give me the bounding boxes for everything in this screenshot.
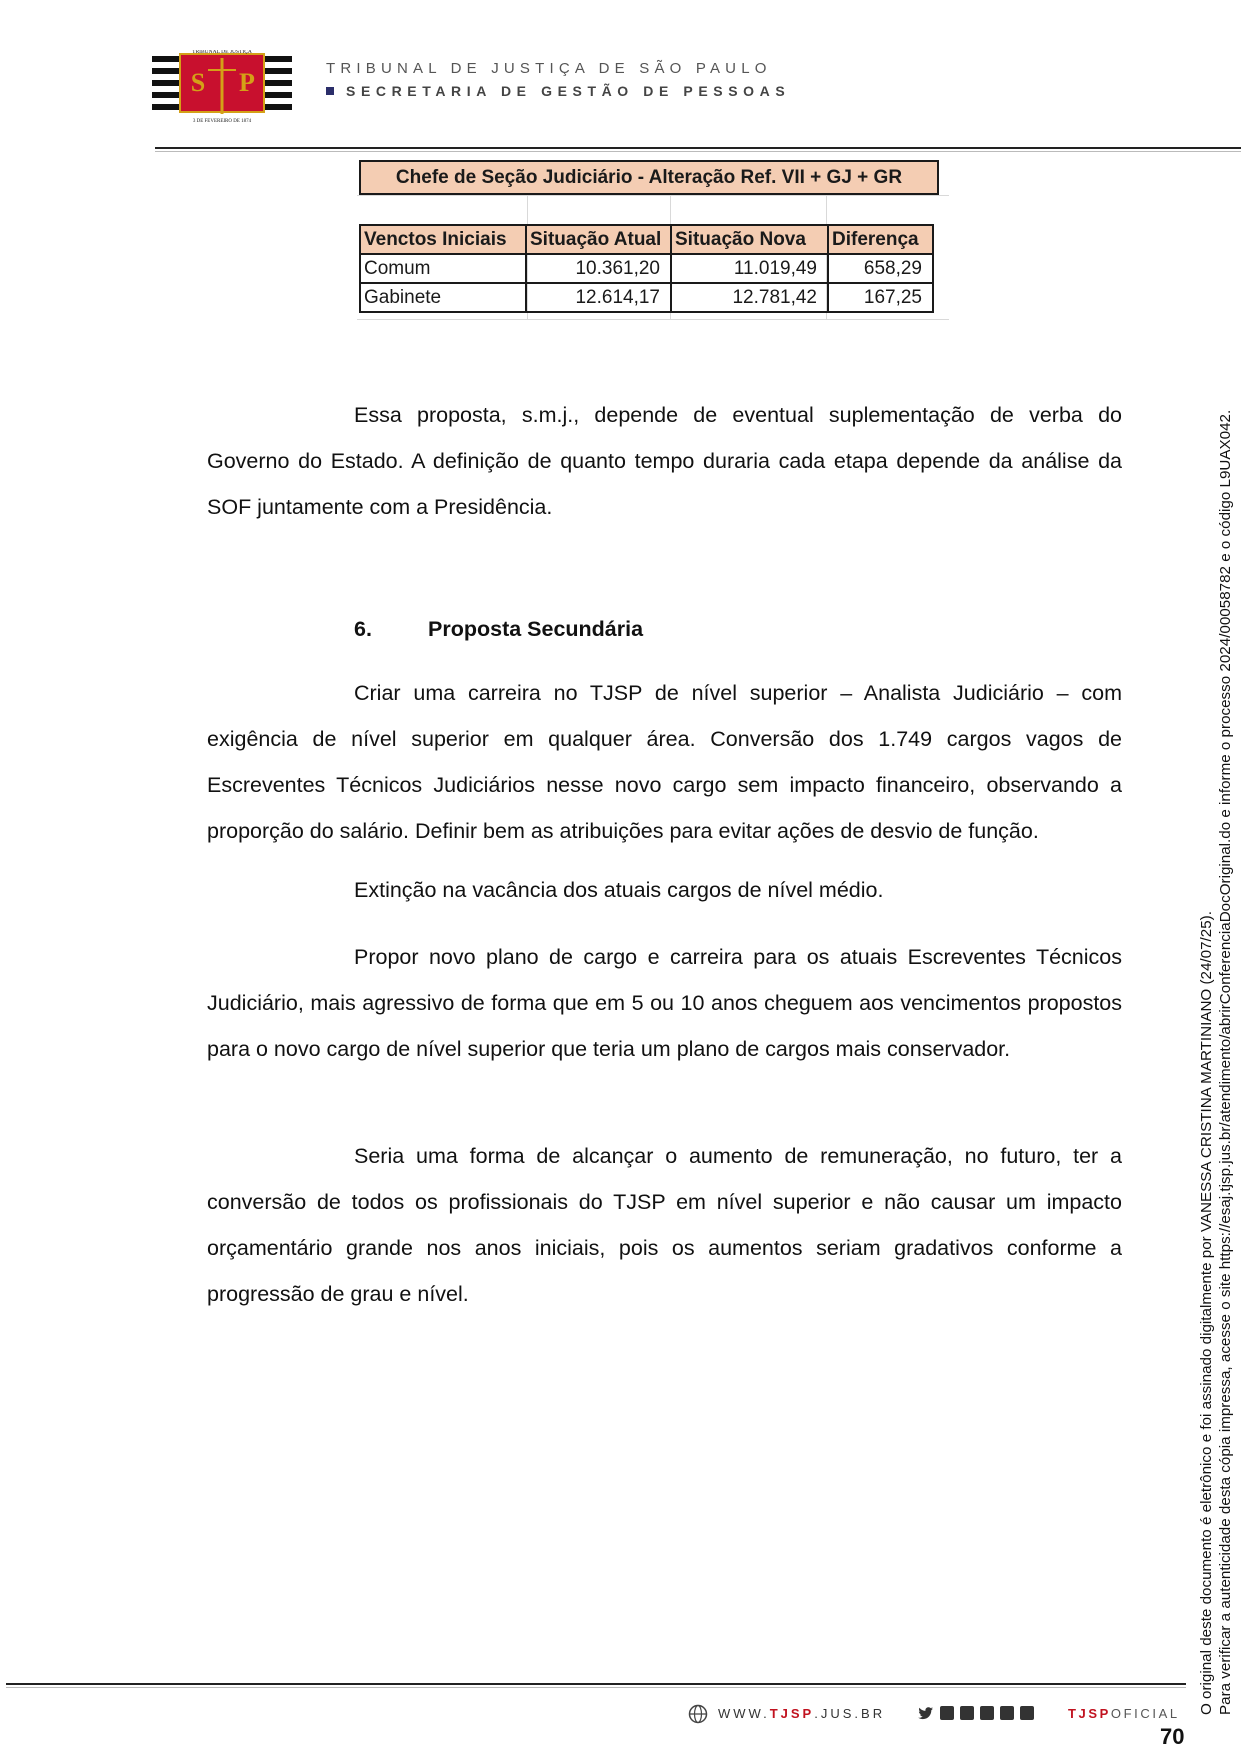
table-row	[360, 283, 933, 312]
instagram-icon[interactable]	[1020, 1706, 1034, 1720]
header-rule	[155, 147, 1241, 149]
podcast-icon[interactable]	[1000, 1706, 1014, 1720]
footer-brand	[1068, 1706, 1180, 1721]
authenticity-line-2: Para verificar a autenticidade desta cópia impressa, acesse o site https://esaj.tjsp.jus.br/atendimento/abrirConferenciaDocOriginal.do e informe o processo 2024/00058782 e o código L9UAX042.	[1217, 409, 1234, 1715]
logo-letter-p: P	[239, 68, 255, 97]
authenticity-line-1: O original deste documento é eletrônico e foi assinado digitalmente por VANESSA CRISTINA MARTINIANO (24/07/25).	[1198, 911, 1215, 1715]
table-cell: 10.361,20	[526, 254, 671, 283]
table-cell: 12.781,42	[671, 283, 828, 312]
bullet-icon	[326, 87, 334, 95]
header-title: TRIBUNAL DE JUSTIÇA DE SÃO PAULO	[326, 60, 772, 77]
table-cell: 11.019,49	[671, 254, 828, 283]
social-icons	[918, 1706, 1034, 1720]
tjsp-logo	[152, 50, 292, 124]
col-header: Venctos Iniciais	[360, 225, 526, 254]
logo-bottom-text: 3 DE FEVEREIRO DE 1874	[192, 119, 252, 124]
col-header: Situação Atual	[526, 225, 671, 254]
footer-rule	[6, 1683, 1186, 1685]
brand-rest: OFICIAL	[1110, 1706, 1180, 1721]
footer-website[interactable]	[718, 1706, 885, 1721]
site-suffix: .JUS.BR	[814, 1706, 886, 1721]
table-cell: 658,29	[828, 254, 933, 283]
table-cell: 167,25	[828, 283, 933, 312]
paragraph-1-text: Essa proposta, s.m.j., depende de eventual suplementação de verba do Governo do Estado. A definição de quanto tempo duraria cada etapa depende da análise da SOF juntamente com a Presidência.	[207, 403, 1122, 519]
youtube-icon[interactable]	[960, 1706, 974, 1720]
paragraph-2-text: Criar uma carreira no TJSP de nível superior – Analista Judiciário – com exigência de nível superior em qualquer área. Conversão dos 1.749 cargos vagos de Escreventes Técnicos Judiciários nesse novo cargo sem impacto financeiro, observando a proporção do salário. Definir bem as atribuições para evitar ações de desvio de função.	[207, 681, 1122, 843]
twitter-icon[interactable]	[918, 1706, 934, 1720]
table-row	[360, 254, 933, 283]
grid-line	[357, 319, 949, 320]
grid-line	[357, 195, 949, 196]
logo-top-text: TRIBUNAL DE JUSTIÇA	[192, 50, 252, 55]
table-title: Chefe de Seção Judiciário - Alteração Ref. VII + GJ + GR	[359, 160, 939, 195]
salary-table	[359, 224, 934, 313]
site-prefix: WWW.	[718, 1706, 770, 1721]
table-cell: 12.614,17	[526, 283, 671, 312]
paragraph-3: Extinção na vacância dos atuais cargos de nível médio.	[354, 878, 884, 902]
flickr-icon[interactable]	[980, 1706, 994, 1720]
paragraph-5	[207, 1133, 1122, 1317]
globe-icon	[688, 1704, 708, 1724]
header-subtitle	[326, 83, 790, 99]
paragraph-1	[207, 392, 1122, 530]
col-header: Diferença	[828, 225, 933, 254]
header-subtitle-text: SECRETARIA DE GESTÃO DE PESSOAS	[346, 83, 791, 99]
col-header: Situação Nova	[671, 225, 828, 254]
paragraph-4	[207, 934, 1122, 1072]
header-rule-shadow	[155, 151, 1241, 152]
site-brand: TJSP	[769, 1706, 815, 1721]
paragraph-4-text: Propor novo plano de cargo e carreira para os atuais Escreventes Técnicos Judiciário, mais agressivo de forma que em 5 ou 10 anos cheguem aos vencimentos propostos para o novo cargo de nível superior que teria um plano de cargos mais conservador.	[207, 945, 1122, 1061]
facebook-icon[interactable]	[940, 1706, 954, 1720]
page-number: 70	[1160, 1724, 1185, 1749]
logo-letter-s: S	[190, 68, 206, 97]
table-cell: Comum	[360, 254, 526, 283]
table-cell: Gabinete	[360, 283, 526, 312]
footer-rule-shadow	[6, 1687, 1186, 1688]
salary-table-image	[357, 157, 949, 320]
authenticity-note	[1197, 275, 1235, 1715]
section-title: Proposta Secundária	[428, 617, 644, 641]
table-header-row	[360, 225, 933, 254]
brand-red: TJSP	[1068, 1706, 1111, 1721]
section-number: 6.	[354, 617, 372, 641]
paragraph-5-text: Seria uma forma de alcançar o aumento de remuneração, no futuro, ter a conversão de todos os profissionais do TJSP em nível superior e não causar um impacto orçamentário grande nos anos iniciais, pois os aumentos seriam gradativos conforme a progressão de grau e nível.	[207, 1144, 1122, 1306]
paragraph-2	[207, 670, 1122, 854]
